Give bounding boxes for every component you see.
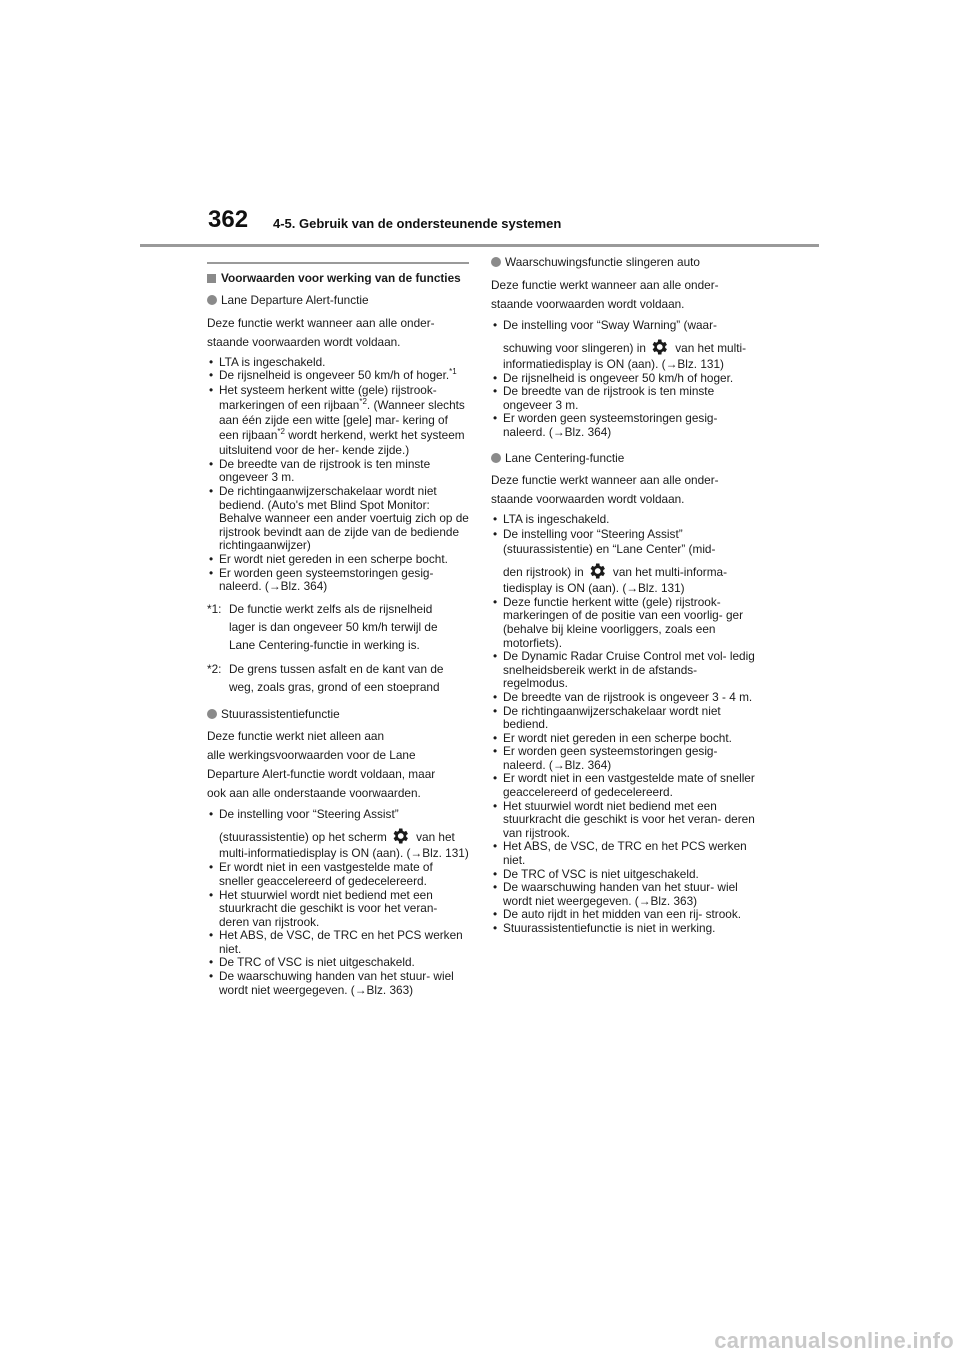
page-number: 362	[208, 206, 249, 233]
list-item: • Het stuurwiel wordt niet bediend met een stuurkracht die geschikt is voor het veran- deren van rijstrook.	[491, 800, 761, 841]
list-item: • De waarschuwing handen van het stuur- wiel wordt niet weergegeven. (→Blz. 363)	[491, 881, 761, 908]
right-column	[491, 255, 761, 936]
list-item: • Het stuurwiel wordt niet bediend met een stuurkracht die geschikt is voor het veran- deren van rijstrook.	[207, 889, 469, 930]
circle-marker-icon	[491, 453, 501, 463]
section-title: 4-5. Gebruik van de ondersteunende systemen	[273, 216, 562, 231]
left-column	[207, 262, 469, 997]
list-item: • De TRC of VSC is niet uitgeschakeld.	[207, 956, 469, 970]
lc-subheading: Lane Centering-functie	[491, 452, 761, 466]
list-item: • Deze functie herkent witte (gele) rijstrook- markeringen of de positie van een voorlig- ger (behalve bij kleine voorliggers, zoals een motorfiets).	[491, 596, 761, 650]
watermark: carmanualsonline.info	[714, 1328, 954, 1353]
list-item: • Er worden geen systeemstoringen gesig- naleerd. (→Blz. 364)	[491, 412, 761, 439]
circle-marker-icon	[491, 257, 501, 267]
sa-intro: Deze functie werkt niet alleen aan alle werkingsvoorwaarden voor de Lane Departure Alert-functie wordt voldaan, maar ook aan alle onderstaande voorwaarden.	[207, 729, 436, 801]
lda-intro: Deze functie werkt wanneer aan alle onder- staande voorwaarden wordt voldaan.	[207, 315, 435, 349]
circle-marker-icon	[207, 709, 217, 719]
list-item: • De TRC of VSC is niet uitgeschakeld.	[491, 868, 761, 882]
list-item: • Het ABS, de VSC, de TRC en het PCS werken niet.	[491, 840, 761, 867]
header-divider	[140, 244, 819, 247]
list-item: • Het systeem herkent witte (gele) rijstrook- markeringen of een rijbaan$^{*2}$. (Wanneer slechts aan één zijde een witte [gele] mar- kering of een rijbaan$^{*2}$ wordt herkend, werkt het systeem uitsluitend voor de her- kende zijde.)	[207, 383, 469, 458]
list-item: • De instelling voor “Steering Assist” (stuurassistentie) op het scherm van het multi-informatiedisplay is ON (aan). (→Blz. 131)	[207, 807, 469, 861]
gear-icon	[390, 826, 410, 846]
list-item: • LTA is ingeschakeld.	[207, 356, 469, 370]
list-item: • De rijsnelheid is ongeveer 50 km/h of hoger.$^{*1}$	[207, 369, 469, 383]
list-item: • Er worden geen systeemstoringen gesig- naleerd. (→Blz. 364)	[207, 567, 469, 594]
lda-subheading: Lane Departure Alert-functie	[207, 294, 469, 308]
square-marker-icon	[207, 274, 216, 283]
list-item: • De richtingaanwijzerschakelaar wordt niet bediend.	[491, 705, 761, 732]
list-item: • Stuurassistentiefunctie is niet in werking.	[491, 922, 761, 936]
footnote-2: *2: De grens tussen asfalt en de kant van de weg, zoals gras, grond of een stoeprand	[207, 661, 444, 694]
list-item: • De rijsnelheid is ongeveer 50 km/h of hoger.	[491, 372, 761, 386]
conditions-heading: Voorwaarden voor werking van de functies	[207, 272, 469, 285]
list-item: • De instelling voor “Sway Warning” (waar- schuwing voor slingeren) in van het multi-informatiedisplay is ON (aan). (→Blz. 131)	[491, 318, 761, 372]
page-header	[0, 0, 960, 250]
list-item: • De breedte van de rijstrook is ten minste ongeveer 3 m.	[207, 458, 469, 485]
list-item: • Er wordt niet gereden in een scherpe bocht.	[207, 553, 469, 567]
sway-intro: Deze functie werkt wanneer aan alle onder- staande voorwaarden wordt voldaan.	[491, 277, 719, 311]
lc-intro: Deze functie werkt wanneer aan alle onder- staande voorwaarden wordt voldaan.	[491, 473, 719, 507]
list-item: • Er wordt niet in een vastgestelde mate of sneller geaccelereerd of gedecelereerd.	[207, 861, 469, 888]
list-item: • Er wordt niet in een vastgestelde mate of sneller geaccelereerd of gedecelereerd.	[491, 772, 761, 799]
column-divider	[207, 262, 469, 264]
list-item: • De auto rijdt in het midden van een rij- strook.	[491, 908, 761, 922]
gear-icon	[649, 337, 669, 357]
list-item: • De breedte van de rijstrook is ten minste ongeveer 3 m.	[491, 385, 761, 412]
list-item: • De breedte van de rijstrook is ongeveer 3 - 4 m.	[491, 691, 761, 705]
list-item: • De Dynamic Radar Cruise Control met vol- ledig snelheidsbereik werkt in de afstands- regelmodus.	[491, 650, 761, 691]
list-item: • De instelling voor “Steering Assist” (stuurassistentie) en “Lane Center” (mid- den rijstrook) in van het multi-informa- tiedisplay is ON (aan). (→Blz. 131)	[491, 527, 761, 596]
sa-subheading: Stuurassistentiefunctie	[207, 708, 469, 722]
footnote-1: *1: De functie werkt zelfs als de rijsnelheid lager is dan ongeveer 50 km/h terwijl de Lane Centering-functie in werking is.	[207, 601, 438, 652]
circle-marker-icon	[207, 295, 217, 305]
list-item: • Het ABS, de VSC, de TRC en het PCS werken niet.	[207, 929, 469, 956]
list-item: • De waarschuwing handen van het stuur- wiel wordt niet weergegeven. (→Blz. 363)	[207, 970, 469, 997]
list-item: • Er wordt niet gereden in een scherpe bocht.	[491, 732, 761, 746]
sway-subheading: Waarschuwingsfunctie slingeren auto	[491, 256, 761, 270]
list-item: • LTA is ingeschakeld.	[491, 513, 761, 527]
gear-icon	[587, 561, 607, 581]
list-item: • De richtingaanwijzerschakelaar wordt niet bediend. (Auto's met Blind Spot Monitor: Behalve wanneer een ander voertuig zich op de rijstrook bevindt aan de zijde van de bediende richtingaanwijzer)	[207, 485, 469, 553]
list-item: • Er worden geen systeemstoringen gesig- naleerd. (→Blz. 364)	[491, 745, 761, 772]
